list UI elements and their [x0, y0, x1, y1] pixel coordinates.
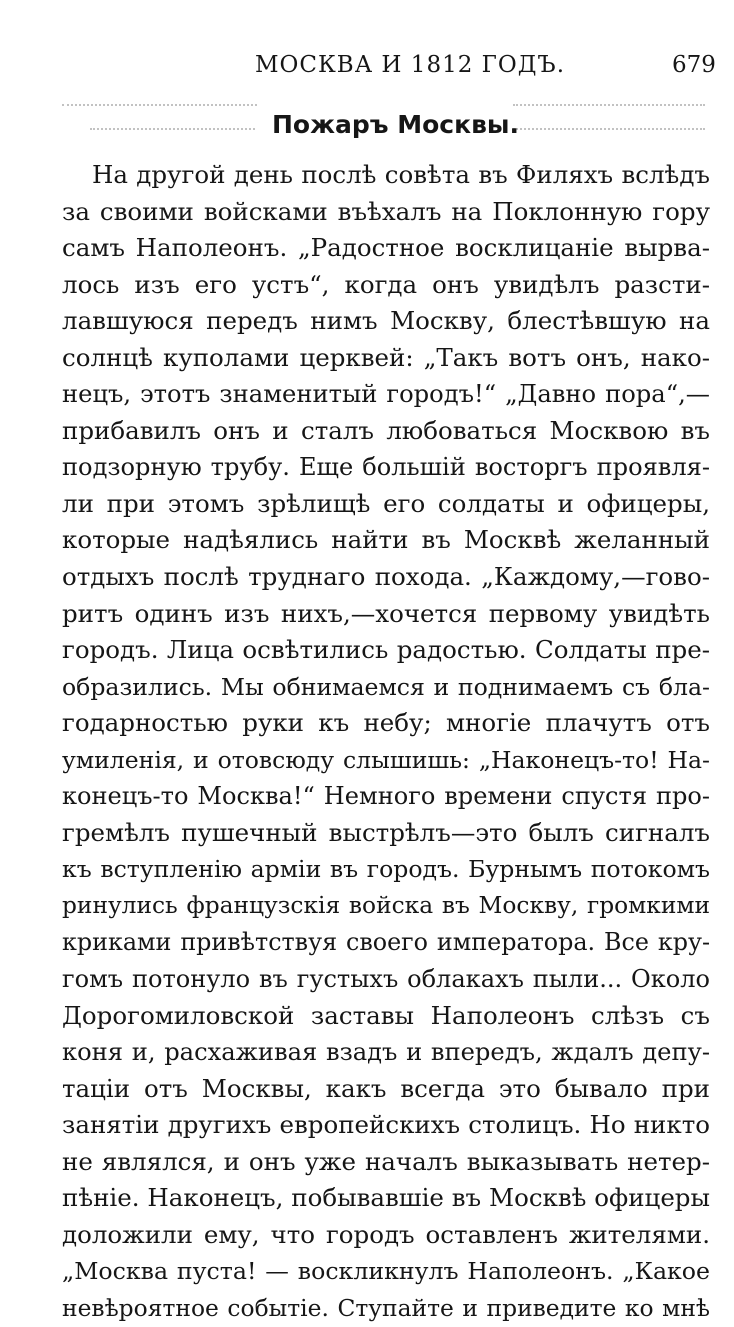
text-line: прибавилъ онъ и сталъ любоваться Москвою въ	[62, 415, 710, 445]
text-line: занятіи другихъ европейскихъ столицъ. Но никто	[62, 1110, 710, 1140]
bleed-through-right-2	[513, 128, 705, 140]
text-line: Дорогомиловской заставы Наполеонъ слѣзъ съ	[62, 1000, 710, 1030]
text-line: гремѣлъ пушечный выстрѣлъ—это былъ сигналъ	[62, 817, 710, 847]
text-line: ритъ одинъ изъ нихъ,—хочется первому увидѣть	[62, 598, 710, 628]
text-line: невѣроятное событіе. Ступайте и приведите ко мнѣ	[62, 1293, 710, 1322]
page-number: 679	[672, 52, 716, 78]
bleed-through-left-2	[90, 128, 255, 140]
text-line: ринулись французскія войска въ Москву, громкими	[62, 891, 710, 919]
text-line: за своими войсками въѣхалъ на Поклонную гору	[62, 196, 710, 226]
running-head: МОСКВА И 1812 ГОДЪ.	[255, 52, 566, 78]
text-line: лось изъ его устъ“, когда онъ увидѣлъ разсти-	[62, 269, 710, 299]
text-line: подзорную трубу. Еще большій восторгъ проявля-	[62, 453, 710, 482]
text-line: ли при этомъ зрѣлищѣ его солдаты и офицеры,	[62, 488, 710, 518]
text-line: конецъ-то Москва!“ Немного времени спустя про-	[62, 782, 710, 811]
text-line: „Москва пуста! — воскликнулъ Наполеонъ. „Какое	[62, 1257, 710, 1286]
text-line: гомъ потонуло въ густыхъ облакахъ пыли... Около	[62, 965, 710, 994]
text-line: таціи отъ Москвы, какъ всегда это бывало при	[62, 1073, 710, 1103]
text-line: годарностью руки къ небу; многіе плачутъ отъ	[62, 708, 710, 738]
text-line: самъ Наполеонъ. „Радостное восклицаніе вырва-	[62, 233, 710, 263]
text-line: образились. Мы обнимаемся и поднимаемъ съ бла-	[62, 672, 710, 701]
text-line: къ вступленію арміи въ городъ. Бурнымъ потокомъ	[62, 855, 710, 884]
text-line: криками привѣтствуя своего императора. Все кру-	[62, 928, 710, 957]
text-line: солнцѣ куполами церквей: „Такъ вотъ онъ, нако-	[62, 342, 710, 372]
text-line: На другой день послѣ совѣта въ Филяхъ вслѣдъ	[92, 160, 710, 189]
text-line: не являлся, и онъ уже началъ выказывать нетер-	[62, 1146, 710, 1176]
text-line: пѣніе. Наконецъ, побывавшіе въ Москвѣ офицеры	[62, 1183, 710, 1213]
text-line: коня и, расхаживая взадъ и впередъ, ждалъ депу-	[62, 1038, 710, 1067]
text-line: доложили ему, что городъ оставленъ жителями.	[62, 1219, 710, 1249]
text-line: которые надѣялись найти въ Москвѣ желанный	[62, 525, 710, 555]
chapter-title: Пожаръ Москвы.	[272, 110, 519, 139]
text-line: лавшуюся передъ нимъ Москву, блестѣвшую на	[62, 306, 710, 336]
text-line: городъ. Лица освѣтились радостью. Солдаты пре-	[62, 635, 710, 665]
text-line: умиленія, и отовсюду слышишь: „Наконецъ-то! На-	[62, 745, 710, 774]
text-line: отдыхъ послѣ труднаго похода. „Каждому,—гово-	[62, 562, 710, 592]
bleed-through-left	[62, 104, 257, 116]
text-line: нецъ, этотъ знаменитый городъ!“ „Давно пора“,—	[62, 380, 710, 409]
body-text	[62, 157, 710, 1327]
bleed-through-right	[513, 104, 705, 116]
